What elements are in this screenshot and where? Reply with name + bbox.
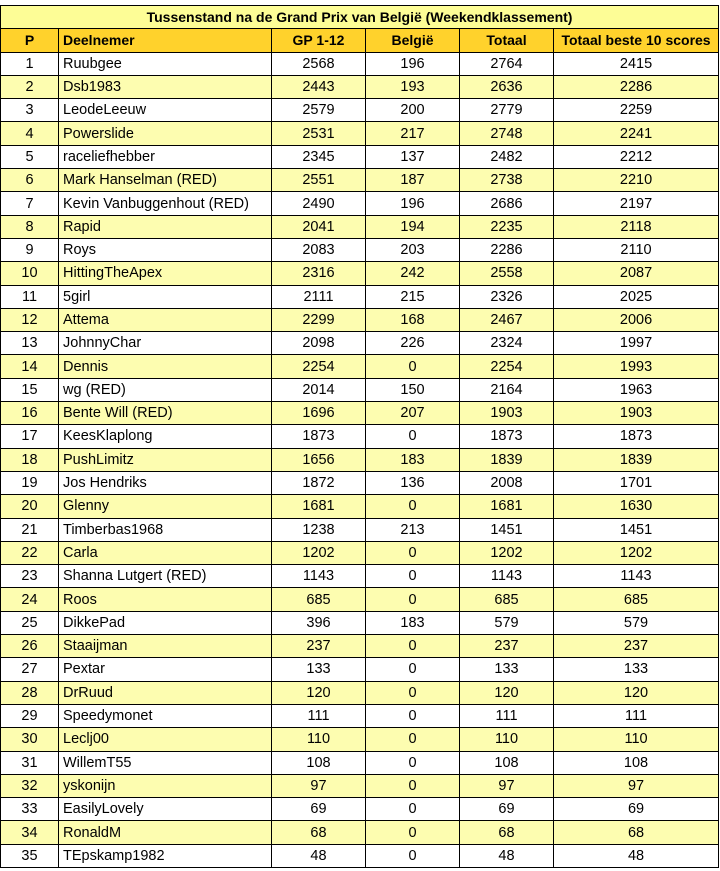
cell-gp: 97 bbox=[272, 774, 366, 797]
cell-belgie: 0 bbox=[366, 751, 460, 774]
cell-position: 34 bbox=[1, 821, 59, 844]
cell-position: 4 bbox=[1, 122, 59, 145]
cell-belgie: 168 bbox=[366, 308, 460, 331]
cell-belgie: 0 bbox=[366, 355, 460, 378]
cell-totaal: 2286 bbox=[460, 238, 554, 261]
cell-totaal: 2164 bbox=[460, 378, 554, 401]
cell-participant: yskonijn bbox=[59, 774, 272, 797]
cell-best10: 1630 bbox=[554, 495, 719, 518]
cell-best10: 108 bbox=[554, 751, 719, 774]
cell-best10: 133 bbox=[554, 658, 719, 681]
cell-gp: 2490 bbox=[272, 192, 366, 215]
cell-totaal: 2738 bbox=[460, 169, 554, 192]
cell-gp: 2083 bbox=[272, 238, 366, 261]
table-row bbox=[1, 774, 719, 797]
cell-belgie: 200 bbox=[366, 99, 460, 122]
header-belgie: België bbox=[366, 29, 460, 52]
table-body bbox=[1, 52, 719, 867]
cell-participant: LeodeLeeuw bbox=[59, 99, 272, 122]
cell-participant: Jos Hendriks bbox=[59, 471, 272, 494]
cell-participant: Kevin Vanbuggenhout (RED) bbox=[59, 192, 272, 215]
cell-participant: Dsb1983 bbox=[59, 75, 272, 98]
cell-totaal: 2779 bbox=[460, 99, 554, 122]
cell-participant: Timberbas1968 bbox=[59, 518, 272, 541]
cell-position: 8 bbox=[1, 215, 59, 238]
cell-position: 15 bbox=[1, 378, 59, 401]
cell-best10: 68 bbox=[554, 821, 719, 844]
cell-belgie: 0 bbox=[366, 495, 460, 518]
cell-position: 28 bbox=[1, 681, 59, 704]
cell-best10: 2415 bbox=[554, 52, 719, 75]
cell-gp: 120 bbox=[272, 681, 366, 704]
cell-belgie: 203 bbox=[366, 238, 460, 261]
cell-totaal: 68 bbox=[460, 821, 554, 844]
cell-best10: 97 bbox=[554, 774, 719, 797]
cell-belgie: 0 bbox=[366, 658, 460, 681]
cell-totaal: 2467 bbox=[460, 308, 554, 331]
cell-best10: 685 bbox=[554, 588, 719, 611]
cell-totaal: 2008 bbox=[460, 471, 554, 494]
table-row bbox=[1, 99, 719, 122]
cell-position: 30 bbox=[1, 728, 59, 751]
table-row bbox=[1, 355, 719, 378]
cell-belgie: 187 bbox=[366, 169, 460, 192]
cell-position: 3 bbox=[1, 99, 59, 122]
table-row bbox=[1, 635, 719, 658]
cell-best10: 69 bbox=[554, 798, 719, 821]
table-row bbox=[1, 75, 719, 98]
header-totaal: Totaal bbox=[460, 29, 554, 52]
cell-gp: 111 bbox=[272, 704, 366, 727]
cell-position: 11 bbox=[1, 285, 59, 308]
cell-totaal: 2748 bbox=[460, 122, 554, 145]
cell-gp: 2014 bbox=[272, 378, 366, 401]
cell-totaal: 120 bbox=[460, 681, 554, 704]
cell-gp: 108 bbox=[272, 751, 366, 774]
cell-position: 7 bbox=[1, 192, 59, 215]
header-row bbox=[1, 29, 719, 52]
cell-gp: 2299 bbox=[272, 308, 366, 331]
table-row bbox=[1, 681, 719, 704]
cell-best10: 579 bbox=[554, 611, 719, 634]
cell-gp: 2568 bbox=[272, 52, 366, 75]
cell-position: 21 bbox=[1, 518, 59, 541]
cell-gp: 2111 bbox=[272, 285, 366, 308]
cell-best10: 1451 bbox=[554, 518, 719, 541]
standings-table bbox=[0, 5, 719, 868]
cell-belgie: 0 bbox=[366, 588, 460, 611]
table-row bbox=[1, 402, 719, 425]
cell-totaal: 2686 bbox=[460, 192, 554, 215]
cell-position: 22 bbox=[1, 541, 59, 564]
cell-participant: TEpskamp1982 bbox=[59, 844, 272, 867]
table-row bbox=[1, 565, 719, 588]
cell-belgie: 196 bbox=[366, 52, 460, 75]
cell-participant: Powerslide bbox=[59, 122, 272, 145]
cell-participant: 5girl bbox=[59, 285, 272, 308]
table-row bbox=[1, 145, 719, 168]
cell-totaal: 110 bbox=[460, 728, 554, 751]
cell-best10: 1993 bbox=[554, 355, 719, 378]
cell-participant: Rapid bbox=[59, 215, 272, 238]
cell-position: 17 bbox=[1, 425, 59, 448]
table-row bbox=[1, 308, 719, 331]
cell-totaal: 2558 bbox=[460, 262, 554, 285]
cell-belgie: 183 bbox=[366, 448, 460, 471]
cell-position: 32 bbox=[1, 774, 59, 797]
cell-participant: Carla bbox=[59, 541, 272, 564]
cell-best10: 2025 bbox=[554, 285, 719, 308]
cell-belgie: 217 bbox=[366, 122, 460, 145]
cell-gp: 396 bbox=[272, 611, 366, 634]
cell-best10: 1839 bbox=[554, 448, 719, 471]
cell-totaal: 685 bbox=[460, 588, 554, 611]
cell-totaal: 108 bbox=[460, 751, 554, 774]
cell-belgie: 0 bbox=[366, 565, 460, 588]
cell-position: 9 bbox=[1, 238, 59, 261]
cell-gp: 69 bbox=[272, 798, 366, 821]
cell-belgie: 0 bbox=[366, 728, 460, 751]
cell-best10: 110 bbox=[554, 728, 719, 751]
cell-gp: 2443 bbox=[272, 75, 366, 98]
cell-gp: 237 bbox=[272, 635, 366, 658]
cell-position: 1 bbox=[1, 52, 59, 75]
cell-position: 5 bbox=[1, 145, 59, 168]
table-row bbox=[1, 588, 719, 611]
cell-best10: 1963 bbox=[554, 378, 719, 401]
cell-belgie: 0 bbox=[366, 798, 460, 821]
cell-participant: Roos bbox=[59, 588, 272, 611]
cell-gp: 2098 bbox=[272, 332, 366, 355]
cell-position: 20 bbox=[1, 495, 59, 518]
cell-best10: 1903 bbox=[554, 402, 719, 425]
cell-gp: 2041 bbox=[272, 215, 366, 238]
cell-participant: Attema bbox=[59, 308, 272, 331]
table-row bbox=[1, 332, 719, 355]
header-gp: GP 1-12 bbox=[272, 29, 366, 52]
table-row bbox=[1, 425, 719, 448]
cell-best10: 2197 bbox=[554, 192, 719, 215]
cell-belgie: 194 bbox=[366, 215, 460, 238]
cell-participant: Roys bbox=[59, 238, 272, 261]
cell-position: 12 bbox=[1, 308, 59, 331]
cell-position: 2 bbox=[1, 75, 59, 98]
cell-gp: 1681 bbox=[272, 495, 366, 518]
cell-belgie: 242 bbox=[366, 262, 460, 285]
cell-totaal: 69 bbox=[460, 798, 554, 821]
table-row bbox=[1, 122, 719, 145]
cell-gp: 2531 bbox=[272, 122, 366, 145]
cell-position: 10 bbox=[1, 262, 59, 285]
cell-belgie: 196 bbox=[366, 192, 460, 215]
cell-totaal: 2324 bbox=[460, 332, 554, 355]
cell-gp: 1238 bbox=[272, 518, 366, 541]
cell-participant: Leclj00 bbox=[59, 728, 272, 751]
cell-best10: 2286 bbox=[554, 75, 719, 98]
cell-gp: 133 bbox=[272, 658, 366, 681]
cell-belgie: 0 bbox=[366, 844, 460, 867]
cell-totaal: 97 bbox=[460, 774, 554, 797]
cell-gp: 685 bbox=[272, 588, 366, 611]
cell-totaal: 1873 bbox=[460, 425, 554, 448]
cell-belgie: 150 bbox=[366, 378, 460, 401]
cell-participant: KeesKlaplong bbox=[59, 425, 272, 448]
cell-position: 23 bbox=[1, 565, 59, 588]
cell-best10: 2087 bbox=[554, 262, 719, 285]
cell-best10: 48 bbox=[554, 844, 719, 867]
cell-position: 24 bbox=[1, 588, 59, 611]
cell-participant: Glenny bbox=[59, 495, 272, 518]
cell-totaal: 133 bbox=[460, 658, 554, 681]
cell-position: 25 bbox=[1, 611, 59, 634]
cell-totaal: 2636 bbox=[460, 75, 554, 98]
cell-gp: 68 bbox=[272, 821, 366, 844]
table-title: Tussenstand na de Grand Prix van België (Weekendklassement) bbox=[1, 6, 719, 29]
cell-gp: 110 bbox=[272, 728, 366, 751]
cell-totaal: 48 bbox=[460, 844, 554, 867]
table-row bbox=[1, 192, 719, 215]
table-row bbox=[1, 541, 719, 564]
cell-belgie: 0 bbox=[366, 821, 460, 844]
cell-participant: WillemT55 bbox=[59, 751, 272, 774]
cell-position: 18 bbox=[1, 448, 59, 471]
cell-totaal: 2235 bbox=[460, 215, 554, 238]
cell-position: 16 bbox=[1, 402, 59, 425]
cell-position: 6 bbox=[1, 169, 59, 192]
cell-position: 27 bbox=[1, 658, 59, 681]
cell-gp: 1873 bbox=[272, 425, 366, 448]
table-row bbox=[1, 378, 719, 401]
table-row bbox=[1, 169, 719, 192]
cell-participant: Dennis bbox=[59, 355, 272, 378]
cell-totaal: 1202 bbox=[460, 541, 554, 564]
cell-participant: Bente Will (RED) bbox=[59, 402, 272, 425]
cell-gp: 2316 bbox=[272, 262, 366, 285]
table-row bbox=[1, 704, 719, 727]
cell-participant: wg (RED) bbox=[59, 378, 272, 401]
cell-belgie: 213 bbox=[366, 518, 460, 541]
cell-belgie: 0 bbox=[366, 541, 460, 564]
header-best10: Totaal beste 10 scores bbox=[554, 29, 719, 52]
cell-belgie: 193 bbox=[366, 75, 460, 98]
cell-gp: 1143 bbox=[272, 565, 366, 588]
cell-best10: 1997 bbox=[554, 332, 719, 355]
cell-belgie: 0 bbox=[366, 704, 460, 727]
cell-participant: Mark Hanselman (RED) bbox=[59, 169, 272, 192]
cell-participant: Pextar bbox=[59, 658, 272, 681]
cell-belgie: 0 bbox=[366, 425, 460, 448]
cell-best10: 2241 bbox=[554, 122, 719, 145]
cell-best10: 2118 bbox=[554, 215, 719, 238]
cell-belgie: 226 bbox=[366, 332, 460, 355]
table-row bbox=[1, 844, 719, 867]
cell-gp: 2345 bbox=[272, 145, 366, 168]
cell-gp: 2254 bbox=[272, 355, 366, 378]
cell-totaal: 1839 bbox=[460, 448, 554, 471]
table-row bbox=[1, 518, 719, 541]
cell-participant: HittingTheApex bbox=[59, 262, 272, 285]
cell-participant: Ruubgee bbox=[59, 52, 272, 75]
cell-participant: DrRuud bbox=[59, 681, 272, 704]
cell-gp: 2551 bbox=[272, 169, 366, 192]
cell-gp: 1202 bbox=[272, 541, 366, 564]
cell-best10: 1143 bbox=[554, 565, 719, 588]
cell-best10: 2006 bbox=[554, 308, 719, 331]
cell-belgie: 207 bbox=[366, 402, 460, 425]
cell-totaal: 111 bbox=[460, 704, 554, 727]
table-row bbox=[1, 728, 719, 751]
cell-position: 29 bbox=[1, 704, 59, 727]
cell-totaal: 1903 bbox=[460, 402, 554, 425]
table-row bbox=[1, 262, 719, 285]
table-row bbox=[1, 658, 719, 681]
table-row bbox=[1, 285, 719, 308]
cell-participant: JohnnyChar bbox=[59, 332, 272, 355]
cell-best10: 1202 bbox=[554, 541, 719, 564]
cell-totaal: 2254 bbox=[460, 355, 554, 378]
cell-position: 19 bbox=[1, 471, 59, 494]
cell-participant: EasilyLovely bbox=[59, 798, 272, 821]
cell-participant: DikkePad bbox=[59, 611, 272, 634]
cell-belgie: 0 bbox=[366, 774, 460, 797]
table-row bbox=[1, 821, 719, 844]
table-row bbox=[1, 751, 719, 774]
cell-totaal: 1681 bbox=[460, 495, 554, 518]
cell-belgie: 183 bbox=[366, 611, 460, 634]
cell-gp: 1656 bbox=[272, 448, 366, 471]
cell-totaal: 1451 bbox=[460, 518, 554, 541]
cell-belgie: 136 bbox=[366, 471, 460, 494]
cell-totaal: 237 bbox=[460, 635, 554, 658]
cell-best10: 111 bbox=[554, 704, 719, 727]
cell-best10: 1873 bbox=[554, 425, 719, 448]
cell-participant: RonaldM bbox=[59, 821, 272, 844]
cell-gp: 2579 bbox=[272, 99, 366, 122]
cell-position: 13 bbox=[1, 332, 59, 355]
table-row bbox=[1, 52, 719, 75]
cell-totaal: 2482 bbox=[460, 145, 554, 168]
cell-best10: 2210 bbox=[554, 169, 719, 192]
cell-position: 26 bbox=[1, 635, 59, 658]
cell-totaal: 2764 bbox=[460, 52, 554, 75]
table-row bbox=[1, 495, 719, 518]
table-row bbox=[1, 471, 719, 494]
table-row bbox=[1, 238, 719, 261]
cell-participant: Speedymonet bbox=[59, 704, 272, 727]
cell-gp: 48 bbox=[272, 844, 366, 867]
cell-best10: 2212 bbox=[554, 145, 719, 168]
cell-best10: 120 bbox=[554, 681, 719, 704]
cell-participant: Staaijman bbox=[59, 635, 272, 658]
cell-participant: raceliefhebber bbox=[59, 145, 272, 168]
cell-best10: 2110 bbox=[554, 238, 719, 261]
table-row bbox=[1, 798, 719, 821]
cell-participant: PushLimitz bbox=[59, 448, 272, 471]
cell-best10: 1701 bbox=[554, 471, 719, 494]
cell-position: 14 bbox=[1, 355, 59, 378]
header-participant: Deelnemer bbox=[59, 29, 272, 52]
cell-gp: 1696 bbox=[272, 402, 366, 425]
cell-best10: 2259 bbox=[554, 99, 719, 122]
cell-position: 33 bbox=[1, 798, 59, 821]
header-position: P bbox=[1, 29, 59, 52]
cell-belgie: 215 bbox=[366, 285, 460, 308]
cell-totaal: 579 bbox=[460, 611, 554, 634]
cell-belgie: 137 bbox=[366, 145, 460, 168]
table-row bbox=[1, 448, 719, 471]
cell-position: 35 bbox=[1, 844, 59, 867]
cell-participant: Shanna Lutgert (RED) bbox=[59, 565, 272, 588]
cell-best10: 237 bbox=[554, 635, 719, 658]
cell-gp: 1872 bbox=[272, 471, 366, 494]
cell-totaal: 2326 bbox=[460, 285, 554, 308]
cell-belgie: 0 bbox=[366, 635, 460, 658]
cell-belgie: 0 bbox=[366, 681, 460, 704]
cell-totaal: 1143 bbox=[460, 565, 554, 588]
cell-position: 31 bbox=[1, 751, 59, 774]
table-row bbox=[1, 611, 719, 634]
table-row bbox=[1, 215, 719, 238]
